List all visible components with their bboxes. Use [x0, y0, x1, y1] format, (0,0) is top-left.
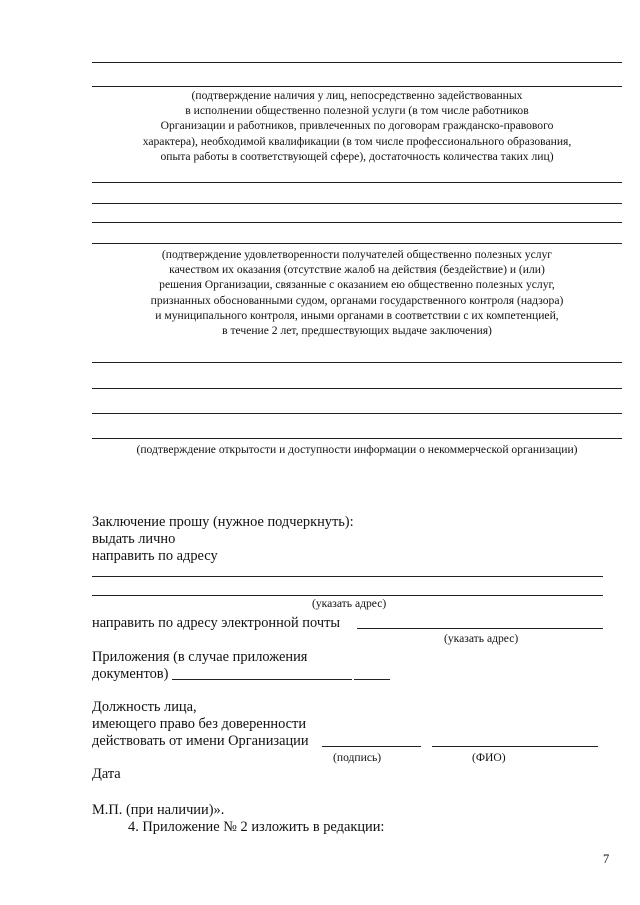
- option-address: направить по адресу: [92, 548, 218, 564]
- email-line[interactable]: [357, 628, 603, 629]
- option-personal: выдать лично: [92, 531, 176, 547]
- address-hint: (указать адрес): [312, 597, 387, 610]
- section3-caption: (подтверждение открытости и доступности информации о некоммерческой организации): [136, 443, 578, 456]
- attachments-line1: Приложения (в случае приложения: [92, 649, 308, 665]
- caption-line: в течение 2 лет, предшествующих выдаче заключения): [222, 324, 492, 338]
- caption-line: и муниципального контроля, иными органами в соответствии с их компетенцией,: [155, 308, 559, 322]
- address-line[interactable]: [92, 576, 603, 577]
- section1-caption: [92, 88, 622, 164]
- address-line[interactable]: [92, 595, 603, 596]
- date-label: Дата: [92, 766, 121, 782]
- request-heading: Заключение прошу (нужное подчеркнуть):: [92, 514, 354, 530]
- signature-blank[interactable]: [322, 746, 421, 747]
- caption-line: качеством их оказания (отсутствие жалоб на действия (бездействие) и (или): [169, 263, 545, 277]
- caption-line: признанных обоснованными судом, органами государственного контроля (надзора): [150, 293, 564, 307]
- caption-line: в исполнении общественно полезной услуги (в том числе работников: [185, 104, 529, 118]
- blank-line: [92, 203, 622, 204]
- blank-line: [92, 438, 622, 439]
- caption-line: решения Организации, связанные с оказанием ею общественно полезных услуг,: [159, 278, 555, 292]
- signature-line3: действовать от имени Организации: [92, 733, 309, 749]
- attachments-line2: документов): [92, 666, 169, 682]
- blank-line: [92, 413, 622, 414]
- blank-line: [92, 388, 622, 389]
- section2-caption: [92, 247, 622, 338]
- signature-line2: имеющего право без доверенности: [92, 716, 307, 732]
- blank-line: [92, 362, 622, 363]
- caption-line: характера), необходимой квалификации (в том числе профессионального образования,: [142, 134, 572, 148]
- caption-line: опыта работы в соответствующей сфере), достаточность количества таких лиц): [160, 149, 554, 163]
- signature-line1: Должность лица,: [92, 699, 197, 715]
- option-email: направить по адресу электронной почты: [92, 615, 341, 631]
- stamp-label: М.П. (при наличии)».: [92, 802, 225, 818]
- caption-line: Организации и работников, привлеченных по договорам гражданско-правового: [160, 119, 554, 133]
- blank-line: [92, 86, 622, 87]
- page-number: 7: [603, 852, 610, 866]
- blank-line: [92, 62, 622, 63]
- caption-line: (подтверждение удовлетворенности получателей общественно полезных услуг: [161, 248, 553, 261]
- name-hint: (ФИО): [472, 751, 506, 764]
- attachments-blank[interactable]: [354, 679, 390, 680]
- email-hint: (указать адрес): [444, 632, 519, 645]
- blank-line: [92, 243, 622, 244]
- amendment-text: 4. Приложение № 2 изложить в редакции:: [128, 819, 385, 835]
- blank-line: [92, 222, 622, 223]
- blank-line: [92, 182, 622, 183]
- attachments-blank[interactable]: [172, 679, 352, 680]
- name-blank[interactable]: [432, 746, 598, 747]
- signature-hint: (подпись): [333, 751, 382, 764]
- caption-line: (подтверждение наличия у лиц, непосредственно задействованных: [191, 89, 523, 102]
